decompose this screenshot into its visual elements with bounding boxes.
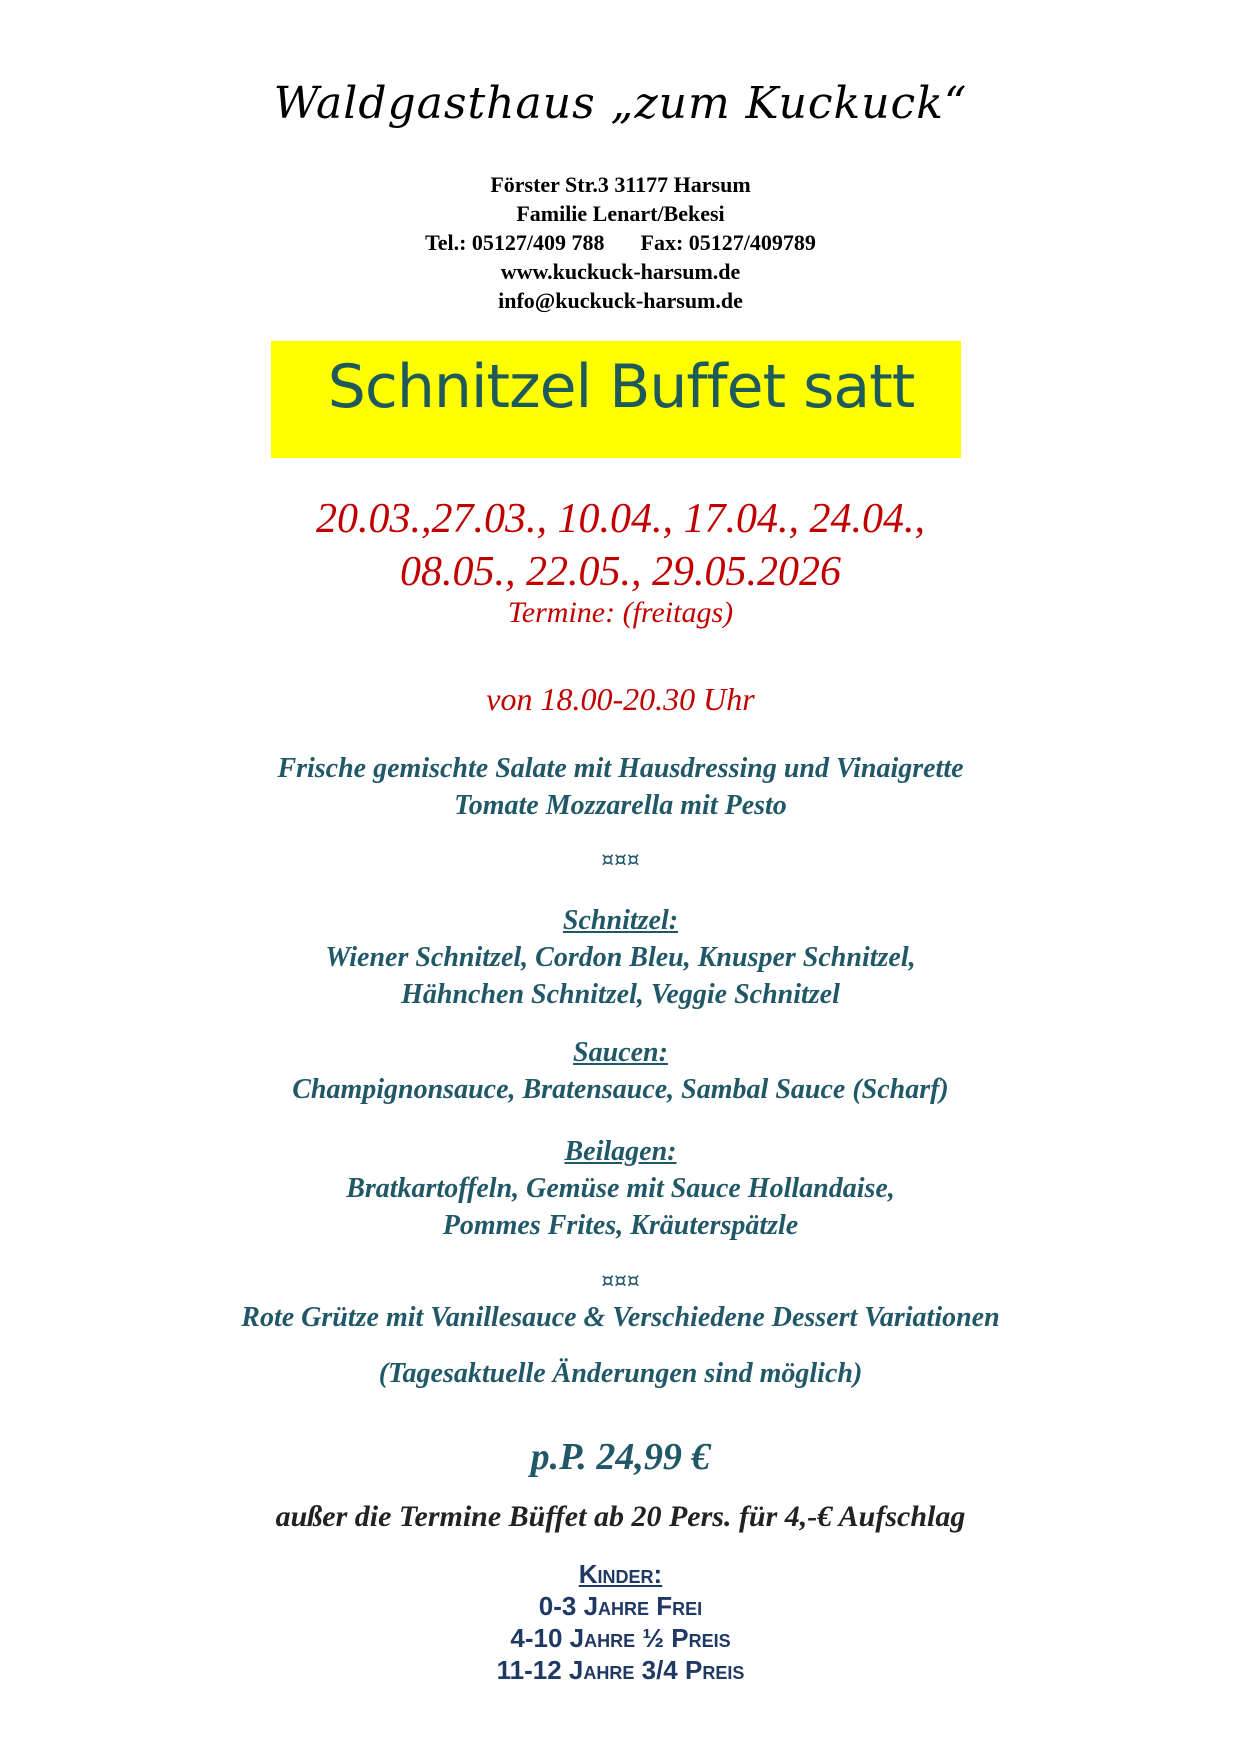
- termine-note: Termine: (freitags): [507, 596, 734, 629]
- schnitzel-heading: Schnitzel:: [562, 905, 679, 936]
- salads-line-1: Frische gemischte Salate mit Hausdressing und Vinaigrette: [277, 753, 964, 784]
- schnitzel-line-1: Wiener Schnitzel, Cordon Bleu, Knusper Schnitzel,: [325, 942, 916, 973]
- event-dates: [0, 493, 1241, 599]
- schnitzel-line-2: Hähnchen Schnitzel, Veggie Schnitzel: [401, 979, 840, 1010]
- salads-line-2: Tomate Mozzarella mit Pesto: [454, 790, 787, 821]
- saucen-heading: Saucen:: [573, 1037, 668, 1068]
- beilagen-section: [0, 1133, 1241, 1244]
- phone-fax-line: [0, 228, 1241, 257]
- buffet-title: Schnitzel Buffet satt: [327, 352, 915, 422]
- website-link[interactable]: www.kuckuck-harsum.de: [500, 259, 741, 284]
- kids-heading: Kinder:: [578, 1559, 663, 1589]
- kids-line-2: 4-10 Jahre ½ Preis: [510, 1623, 731, 1653]
- restaurant-name: Waldgasthaus „zum Kuckuck“: [273, 78, 968, 129]
- email-link[interactable]: info@kuckuck-harsum.de: [498, 288, 743, 313]
- dessert-line: Rote Grütze mit Vanillesauce & Verschiedene Dessert Variationen: [241, 1302, 1000, 1333]
- separator-2: ¤¤¤: [601, 1268, 640, 1292]
- schnitzel-section: [0, 902, 1241, 1013]
- dates-line-1: 20.03.,27.03., 10.04., 17.04., 24.04.,: [316, 496, 925, 542]
- surcharge-note: außer die Termine Büffet ab 20 Pers. für 4,-€ Aufschlag: [275, 1500, 966, 1533]
- beilagen-line-2: Pommes Frites, Kräuterspätzle: [442, 1210, 799, 1241]
- phone-number: Tel.: 05127/409 788: [425, 230, 605, 255]
- beilagen-heading: Beilagen:: [564, 1136, 677, 1167]
- family-name: Familie Lenart/Bekesi: [516, 201, 725, 226]
- contact-block: [0, 170, 1241, 315]
- dates-line-2: 08.05., 22.05., 29.05.2026: [400, 549, 841, 595]
- salads-section: [0, 750, 1241, 824]
- fax-number: Fax: 05127/409789: [640, 230, 816, 255]
- saucen-line-1: Champignonsauce, Bratensauce, Sambal Sauce (Scharf): [292, 1074, 949, 1105]
- price-per-person: p.P. 24,99 €: [530, 1436, 711, 1478]
- saucen-section: [0, 1034, 1241, 1108]
- event-time: von 18.00-20.30 Uhr: [486, 681, 755, 717]
- kids-line-3: 11-12 Jahre 3/4 Preis: [496, 1655, 745, 1685]
- beilagen-line-1: Bratkartoffeln, Gemüse mit Sauce Hollandaise,: [346, 1173, 895, 1204]
- kids-pricing: [0, 1558, 1241, 1686]
- changes-note: (Tagesaktuelle Änderungen sind möglich): [378, 1358, 863, 1389]
- address: Förster Str.3 31177 Harsum: [490, 172, 751, 197]
- separator-1: ¤¤¤: [601, 847, 640, 871]
- kids-line-1: 0-3 Jahre Frei: [538, 1591, 703, 1621]
